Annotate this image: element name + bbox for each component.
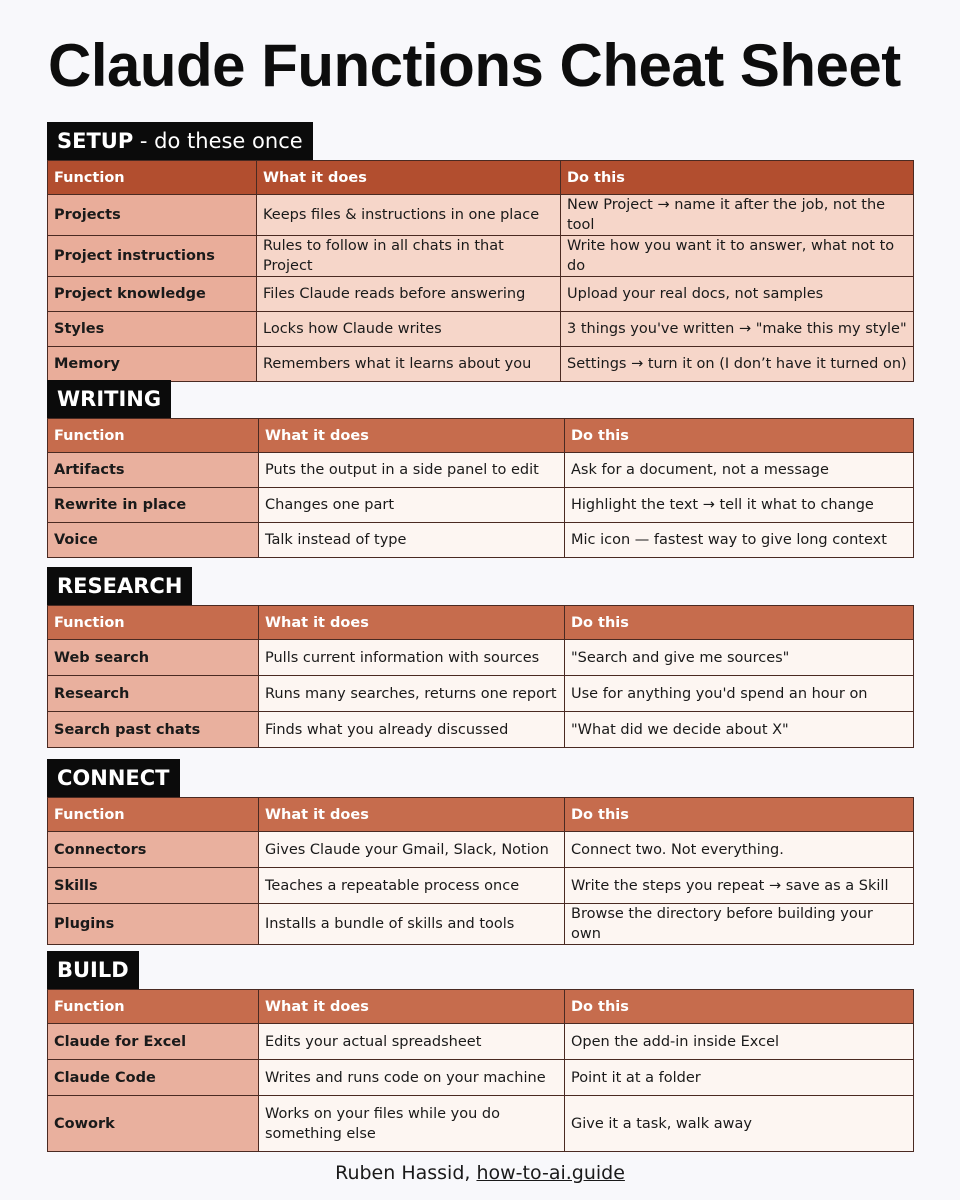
column-header-function: Function (48, 798, 259, 832)
function-cell: Rewrite in place (48, 488, 259, 523)
description-cell: Writes and runs code on your machine (259, 1060, 565, 1096)
table-row (48, 277, 914, 312)
function-cell: Search past chats (48, 712, 259, 748)
action-cell: Settings → turn it on (I don’t have it turned on) (561, 347, 914, 382)
function-cell: Research (48, 676, 259, 712)
column-header-function: Function (48, 606, 259, 640)
action-cell: Mic icon — fastest way to give long context (565, 523, 914, 558)
column-header-do-this: Do this (565, 798, 914, 832)
description-cell: Gives Claude your Gmail, Slack, Notion (259, 832, 565, 868)
section-title: BUILD (57, 958, 129, 982)
column-header-function: Function (48, 161, 257, 195)
table-row (48, 312, 914, 347)
table-row (48, 712, 914, 748)
function-cell: Memory (48, 347, 257, 382)
table-row (48, 236, 914, 277)
section-label-setup (47, 122, 313, 160)
section-label-connect (47, 759, 180, 797)
section-title: CONNECT (57, 766, 170, 790)
function-cell: Cowork (48, 1096, 259, 1152)
table-row (48, 523, 914, 558)
action-cell: Highlight the text → tell it what to change (565, 488, 914, 523)
section-title: RESEARCH (57, 574, 183, 598)
description-cell: Edits your actual spreadsheet (259, 1024, 565, 1060)
table-row (48, 453, 914, 488)
column-header-do-this: Do this (565, 990, 914, 1024)
column-header-what-it-does: What it does (259, 419, 565, 453)
column-header-what-it-does: What it does (257, 161, 561, 195)
description-cell: Talk instead of type (259, 523, 565, 558)
description-cell: Locks how Claude writes (257, 312, 561, 347)
section-title: WRITING (57, 387, 162, 411)
column-header-what-it-does: What it does (259, 990, 565, 1024)
column-header-function: Function (48, 419, 259, 453)
table-row (48, 868, 914, 904)
section-title: SETUP (57, 129, 134, 153)
description-cell: Files Claude reads before answering (257, 277, 561, 312)
function-cell: Claude Code (48, 1060, 259, 1096)
table-row (48, 904, 914, 945)
function-cell: Claude for Excel (48, 1024, 259, 1060)
function-cell: Projects (48, 195, 257, 236)
table-row (48, 1096, 914, 1152)
action-cell: Point it at a folder (565, 1060, 914, 1096)
section-subtitle: - do these once (133, 129, 303, 153)
function-cell: Project knowledge (48, 277, 257, 312)
function-cell: Connectors (48, 832, 259, 868)
description-cell: Keeps files & instructions in one place (257, 195, 561, 236)
table-row (48, 488, 914, 523)
section-setup (47, 122, 913, 382)
function-cell: Plugins (48, 904, 259, 945)
description-cell: Works on your files while you do something else (259, 1096, 565, 1152)
description-cell: Pulls current information with sources (259, 640, 565, 676)
description-cell: Remembers what it learns about you (257, 347, 561, 382)
table-row (48, 195, 914, 236)
column-header-function: Function (48, 990, 259, 1024)
action-cell: Open the add-in inside Excel (565, 1024, 914, 1060)
table-header-row (48, 798, 914, 832)
section-connect (47, 759, 913, 945)
section-label-writing (47, 380, 171, 418)
section-research (47, 567, 913, 748)
action-cell: New Project → name it after the job, not the tool (561, 195, 914, 236)
action-cell: "What did we decide about X" (565, 712, 914, 748)
function-cell: Voice (48, 523, 259, 558)
column-header-what-it-does: What it does (259, 798, 565, 832)
table-row (48, 1060, 914, 1096)
page-title: Claude Functions Cheat Sheet (48, 32, 901, 99)
section-build (47, 951, 913, 1152)
action-cell: Upload your real docs, not samples (561, 277, 914, 312)
description-cell: Rules to follow in all chats in that Project (257, 236, 561, 277)
footer-author: Ruben Hassid, (335, 1162, 477, 1184)
column-header-do-this: Do this (565, 419, 914, 453)
description-cell: Finds what you already discussed (259, 712, 565, 748)
function-cell: Skills (48, 868, 259, 904)
table-header-row (48, 990, 914, 1024)
column-header-do-this: Do this (561, 161, 914, 195)
action-cell: "Search and give me sources" (565, 640, 914, 676)
table-row (48, 676, 914, 712)
table-header-row (48, 606, 914, 640)
table-header-row (48, 419, 914, 453)
table-header-row (48, 161, 914, 195)
footer (0, 1162, 960, 1184)
function-cell: Artifacts (48, 453, 259, 488)
action-cell: Write how you want it to answer, what not to do (561, 236, 914, 277)
description-cell: Teaches a repeatable process once (259, 868, 565, 904)
action-cell: Ask for a document, not a message (565, 453, 914, 488)
table-row (48, 347, 914, 382)
table-connect (47, 797, 914, 945)
table-row (48, 640, 914, 676)
section-label-research (47, 567, 192, 605)
description-cell: Installs a bundle of skills and tools (259, 904, 565, 945)
footer-link[interactable]: how-to-ai.guide (476, 1162, 625, 1184)
function-cell: Web search (48, 640, 259, 676)
table-research (47, 605, 914, 748)
column-header-what-it-does: What it does (259, 606, 565, 640)
description-cell: Puts the output in a side panel to edit (259, 453, 565, 488)
table-writing (47, 418, 914, 558)
table-build (47, 989, 914, 1152)
action-cell: Browse the directory before building your own (565, 904, 914, 945)
action-cell: 3 things you've written → "make this my style" (561, 312, 914, 347)
action-cell: Give it a task, walk away (565, 1096, 914, 1152)
description-cell: Changes one part (259, 488, 565, 523)
description-cell: Runs many searches, returns one report (259, 676, 565, 712)
section-label-build (47, 951, 139, 989)
table-row (48, 1024, 914, 1060)
column-header-do-this: Do this (565, 606, 914, 640)
function-cell: Project instructions (48, 236, 257, 277)
action-cell: Write the steps you repeat → save as a Skill (565, 868, 914, 904)
section-writing (47, 380, 913, 558)
function-cell: Styles (48, 312, 257, 347)
table-setup (47, 160, 914, 382)
action-cell: Connect two. Not everything. (565, 832, 914, 868)
action-cell: Use for anything you'd spend an hour on (565, 676, 914, 712)
table-row (48, 832, 914, 868)
